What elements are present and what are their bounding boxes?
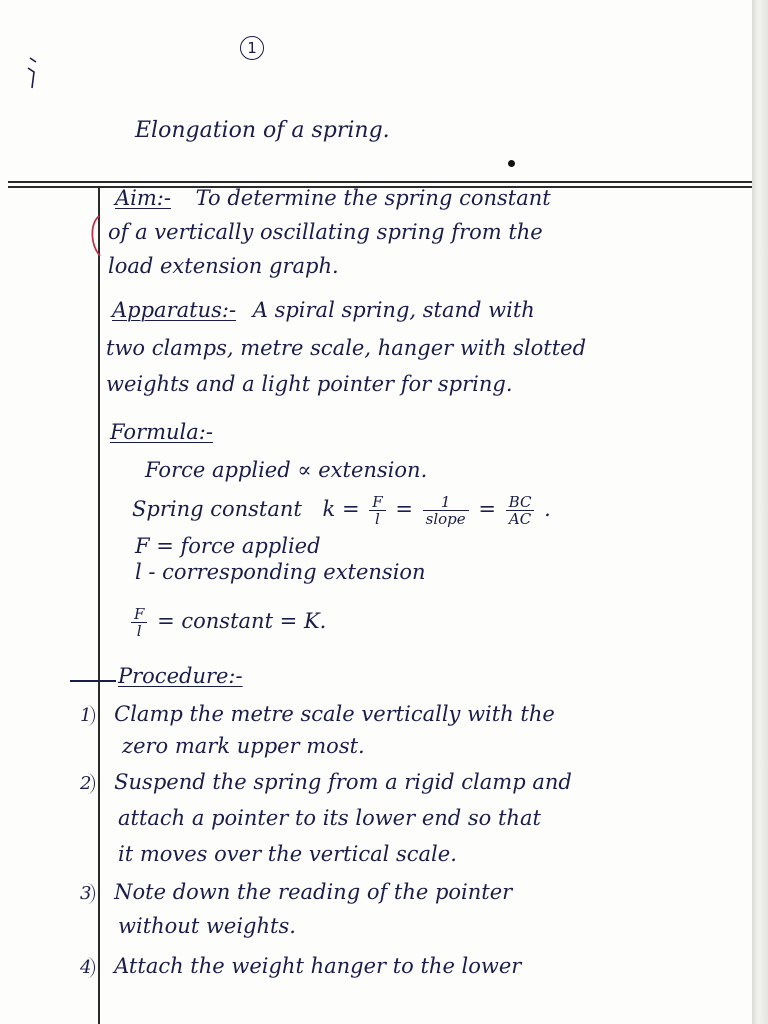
fraction-bc-over-ac (506, 494, 535, 527)
fraction-2-numerator: 1 (423, 494, 469, 511)
step-4-line-1: Attach the weight hanger to the lower (114, 954, 522, 978)
page-edge (752, 0, 768, 1024)
apparatus-line-1 (112, 298, 535, 322)
formula-heading: Formula:- (110, 420, 213, 444)
aim-line-3: load extension graph. (108, 254, 339, 278)
apparatus-line-3: weights and a light pointer for spring. (106, 372, 513, 396)
fraction-f-over-l (369, 494, 385, 527)
aim-heading: Aim:- (115, 186, 171, 210)
formula-f-definition: F = force applied (135, 534, 321, 558)
step-2-line-3: it moves over the vertical scale. (118, 842, 457, 866)
spring-constant-label: Spring constant (132, 497, 302, 521)
step-3-number: 3 (80, 883, 95, 904)
ratio-denominator: l (136, 622, 142, 640)
procedure-step-1 (80, 702, 555, 726)
step-1-line-2: zero mark upper most. (122, 734, 365, 758)
fraction-2-denominator: slope (425, 510, 466, 528)
fraction-1-numerator: F (369, 494, 385, 511)
red-margin-mark-icon (88, 214, 102, 258)
step-2-number: 2 (80, 773, 95, 794)
aim-line-1 (115, 186, 551, 210)
fraction-f-over-l-ratio (131, 606, 147, 639)
procedure-step-3 (80, 880, 512, 904)
k-equals: k = (322, 497, 360, 521)
aim-line-2: of a vertically oscillating spring from the (108, 220, 543, 244)
formula-ratio (128, 606, 326, 639)
procedure-step-2 (80, 770, 572, 794)
fraction-1-denominator: l (375, 510, 380, 528)
step-1-number: 1 (80, 705, 95, 726)
procedure-step-4 (80, 954, 521, 978)
margin-scribble-icon (26, 56, 40, 90)
procedure-arrow-line (70, 680, 116, 682)
fraction-1-over-slope (423, 494, 469, 527)
step-3-line-2: without weights. (118, 914, 296, 938)
ink-dot (508, 160, 515, 167)
ratio-rest: = constant = K. (157, 609, 327, 633)
page-title: Elongation of a spring. (135, 118, 390, 143)
fraction-3-numerator: BC (506, 494, 535, 511)
formula-proportional: Force applied ∝ extension. (145, 458, 428, 482)
header-rule-top (8, 181, 752, 183)
page-number: 1 (240, 36, 264, 60)
step-1-line-1: Clamp the metre scale vertically with the (114, 702, 555, 726)
step-2-line-1: Suspend the spring from a rigid clamp and (114, 770, 572, 794)
apparatus-heading: Apparatus:- (112, 298, 237, 322)
step-2-line-2: attach a pointer to its lower end so that (118, 806, 541, 830)
formula-spring-constant: Spring constant k = $\frac{F}{l}$ = $\frac{1}{\text{slope}}$ = $\frac{BC}{AC}$ . (132, 493, 551, 528)
aim-text-1: To determine the spring constant (195, 186, 551, 210)
formula-l-definition: l - corresponding extension (135, 560, 426, 584)
step-4-number: 4 (80, 957, 95, 978)
apparatus-text-1: A spiral spring, stand with (252, 298, 535, 322)
fraction-3-denominator: AC (508, 510, 532, 528)
apparatus-line-2: two clamps, metre scale, hanger with slotted (106, 336, 587, 360)
step-3-line-1: Note down the reading of the pointer (114, 880, 513, 904)
ratio-numerator: F (131, 606, 147, 623)
procedure-heading: Procedure:- (118, 664, 243, 688)
